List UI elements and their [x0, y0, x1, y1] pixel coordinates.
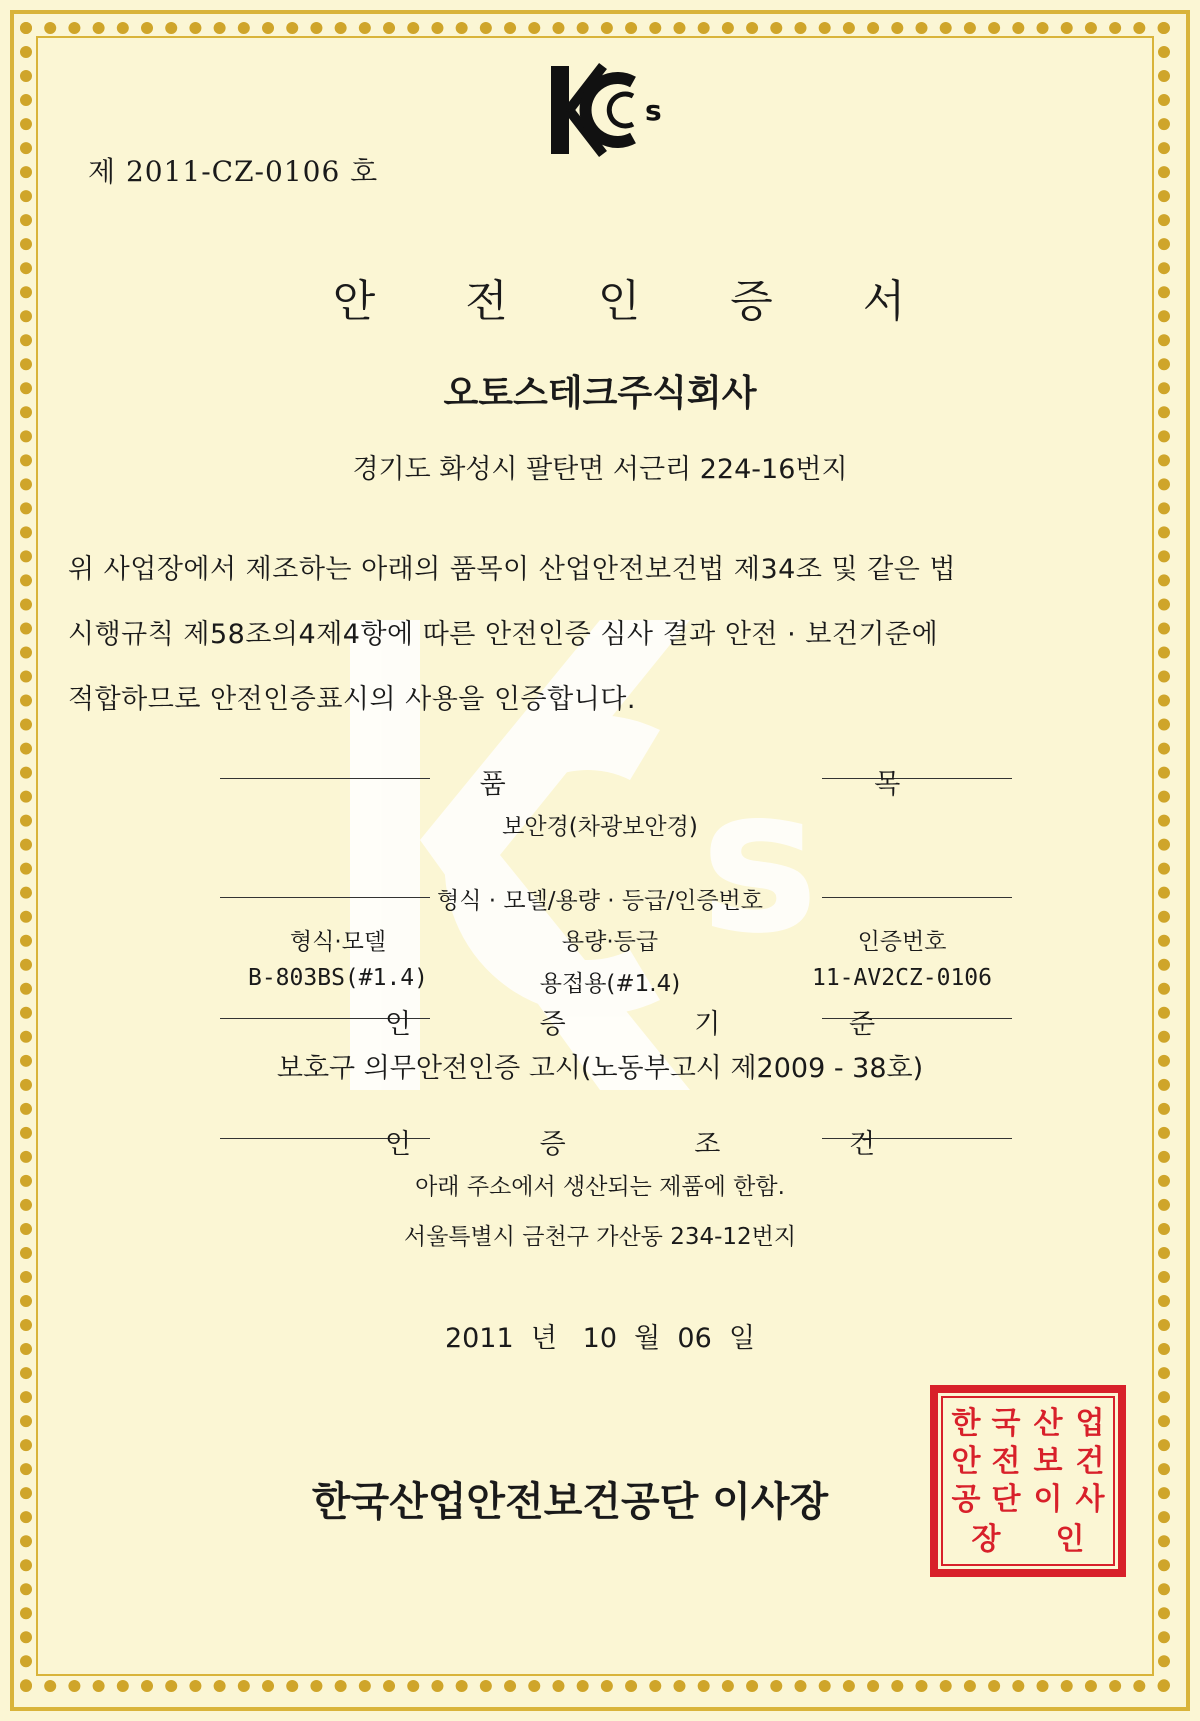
model-heading: 형식 · 모델/용량 · 등급/인증번호: [437, 888, 763, 914]
model-label: 형식·모델: [289, 929, 387, 955]
svg-text:전: 전: [991, 1444, 1021, 1479]
svg-text:업: 업: [1075, 1406, 1105, 1441]
svg-text:안: 안: [951, 1444, 981, 1479]
svg-text:산: 산: [1033, 1406, 1063, 1441]
svg-text:s: s: [645, 94, 662, 127]
certificate-title: 안 전 인 증 서: [332, 276, 944, 327]
capacity-label: 용량·등급: [561, 929, 659, 955]
item-heading: 품 목: [479, 769, 1081, 800]
issuer-name: 한국산업안전보건공단 이사장: [311, 1479, 829, 1525]
svg-text:사: 사: [1075, 1482, 1105, 1517]
condition-heading: 인 증 조 건: [384, 1129, 936, 1160]
certificate-number: 제 2011-CZ-0106 호: [88, 155, 379, 188]
body-line-3: 적합하므로 안전인증표시의 사용을 인증합니다.: [68, 684, 636, 715]
svg-text:s: s: [700, 745, 820, 978]
issue-date: 2011 년 10 월 06 일: [444, 1323, 756, 1354]
svg-text:보: 보: [1033, 1444, 1063, 1479]
svg-text:장: 장: [971, 1522, 1001, 1557]
item-value: 보안경(차광보안경): [502, 814, 698, 840]
svg-text:국: 국: [991, 1406, 1021, 1441]
svg-text:단: 단: [991, 1482, 1021, 1517]
svg-text:인: 인: [1055, 1522, 1085, 1557]
cert-id-label: 인증번호: [857, 929, 947, 955]
cert-id-value: 11-AV2CZ-0106: [811, 965, 992, 991]
model-value: B-803BS(#1.4): [247, 965, 428, 991]
company-address: 경기도 화성시 팔탄면 서근리 224-16번지: [352, 454, 848, 485]
capacity-value: 용접용(#1.4): [539, 971, 681, 997]
body-line-1: 위 사업장에서 제조하는 아래의 품목이 산업안전보건법 제34조 및 같은 법: [68, 554, 956, 585]
svg-text:공: 공: [951, 1482, 981, 1517]
condition-line-2: 서울특별시 금천구 가산동 234-12번지: [403, 1224, 797, 1250]
kcs-logo: [545, 60, 675, 160]
svg-text:한: 한: [951, 1406, 981, 1441]
standard-heading: 인 증 기 준: [384, 1009, 936, 1040]
svg-text:건: 건: [1075, 1444, 1105, 1479]
official-seal: [928, 1383, 1128, 1579]
condition-line-1: 아래 주소에서 생산되는 제품에 한함.: [415, 1174, 785, 1200]
company-name: 오토스테크주식회사: [443, 373, 757, 414]
svg-text:이: 이: [1033, 1482, 1063, 1517]
standard-value: 보호구 의무안전인증 고시(노동부고시 제2009 - 38호): [276, 1053, 924, 1084]
body-line-2: 시행규칙 제58조의4제4항에 따른 안전인증 심사 결과 안전 · 보건기준에: [68, 619, 939, 650]
